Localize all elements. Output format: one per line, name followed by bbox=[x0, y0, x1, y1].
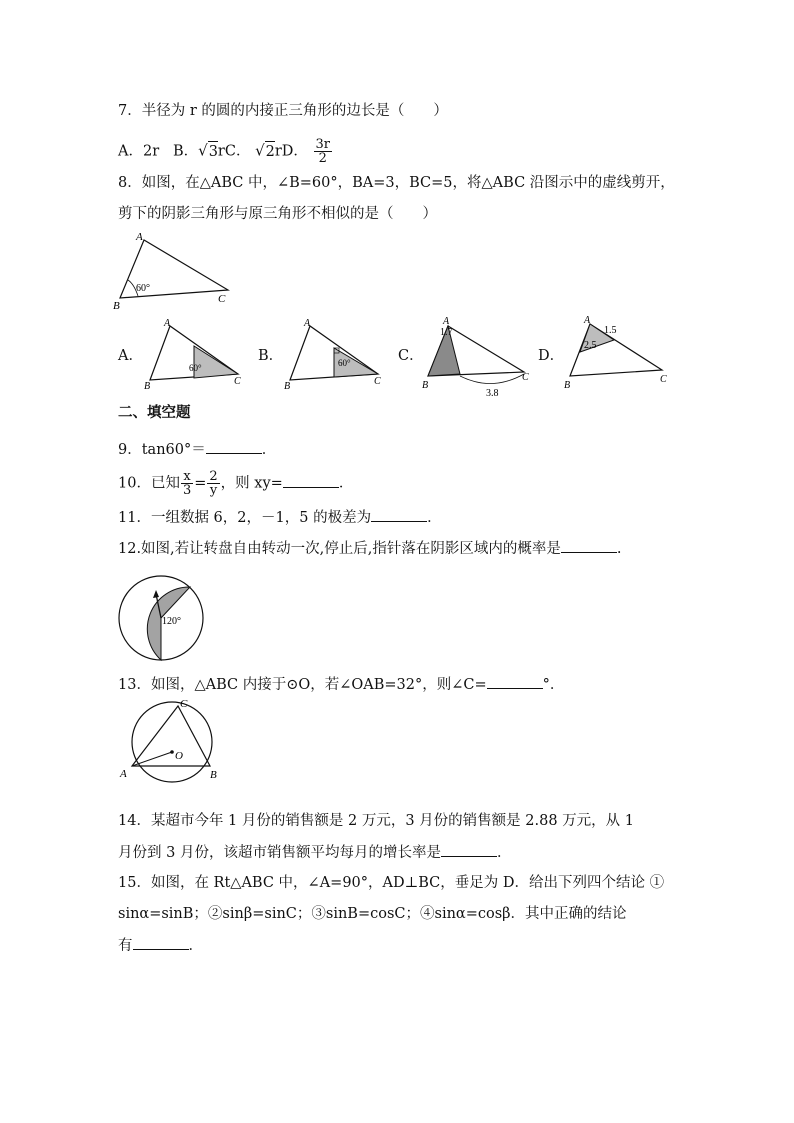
vertex-a-label: A bbox=[304, 318, 311, 329]
sqrt-symbol: √ bbox=[255, 141, 265, 160]
fraction-numerator: 3r bbox=[315, 137, 331, 152]
question-15-end: ． bbox=[188, 938, 203, 954]
option-b-c-label: rC． bbox=[217, 143, 251, 160]
fraction-denominator: y bbox=[209, 483, 218, 498]
option-d-fraction bbox=[314, 138, 333, 165]
answer-blank[interactable] bbox=[487, 674, 543, 689]
vertex-b-label: B bbox=[144, 381, 151, 390]
sqrt-symbol: √ bbox=[198, 141, 208, 160]
question-10-prefix: 10．已知 bbox=[118, 475, 180, 492]
shaded-triangle bbox=[194, 346, 238, 378]
vertex-c-label: C bbox=[522, 372, 529, 383]
vertex-c-label: C bbox=[234, 376, 241, 387]
fraction-numerator: 2 bbox=[209, 469, 218, 484]
center-o-label: O bbox=[175, 750, 183, 762]
q8-option-d-figure bbox=[562, 314, 682, 394]
center-point bbox=[170, 750, 174, 754]
question-10 bbox=[118, 470, 353, 497]
question-13-end: °． bbox=[542, 677, 565, 693]
answer-blank[interactable] bbox=[441, 842, 497, 857]
vertex-b-label: B bbox=[284, 381, 291, 390]
question-9-text: 9．tan60°＝ bbox=[118, 442, 206, 458]
q8-option-a-label: A． bbox=[118, 348, 143, 364]
angle-60-label: 60° bbox=[136, 283, 150, 294]
q8-option-d-label: D． bbox=[538, 348, 565, 364]
fraction-2-over-y bbox=[207, 470, 219, 497]
option-a: A．2r bbox=[118, 143, 160, 160]
question-15-line-2: sinα=sinB；②sinβ=sinC；③sinB=cosC；④sinα=cosβ．其中正确的结论 bbox=[118, 906, 627, 922]
question-11 bbox=[118, 507, 442, 528]
option-c-d-label: rD． bbox=[274, 143, 308, 160]
answer-blank[interactable] bbox=[206, 439, 262, 454]
question-7-options bbox=[118, 138, 333, 165]
question-10-end: ． bbox=[338, 475, 354, 492]
answer-blank[interactable] bbox=[561, 538, 617, 553]
triangle-abc bbox=[132, 706, 210, 766]
question-12-text: 12.如图,若让转盘自由转动一次,停止后,指针落在阴影区域内的概率是 bbox=[118, 541, 561, 557]
question-11-text: 11．一组数据 6，2，－1，5 的极差为 bbox=[118, 510, 372, 526]
q8-option-c-figure bbox=[420, 314, 540, 400]
vertex-a-label: A bbox=[584, 315, 591, 326]
spinner-figure bbox=[116, 572, 208, 664]
fraction-numerator: x bbox=[181, 470, 193, 484]
question-15-text: 有 bbox=[118, 938, 133, 954]
question-11-end: ． bbox=[427, 510, 442, 526]
q8-option-c-label: C． bbox=[398, 348, 424, 364]
option-b-radicand: 3 bbox=[208, 141, 218, 162]
length-1-7-label: 1.7 bbox=[440, 327, 453, 338]
angle-60-label: 60° bbox=[338, 358, 351, 368]
question-14-text: 月份到 3 月份，该超市销售额平均每月的增长率是 bbox=[118, 845, 441, 861]
length-3-8-label: 3.8 bbox=[486, 388, 499, 399]
vertex-a-label: A bbox=[120, 768, 127, 780]
question-14-line-2 bbox=[118, 842, 511, 863]
length-2-5-label: 2.5 bbox=[584, 340, 597, 351]
equals-sign: = bbox=[194, 475, 207, 492]
option-b-label: B． bbox=[172, 143, 199, 160]
question-9-end: ． bbox=[261, 442, 277, 458]
answer-blank[interactable] bbox=[283, 473, 339, 488]
question-15-line-1: 15．如图，在 Rt△ABC 中，∠A=90°，AD⊥BC，垂足为 D．给出下列四个结论 ① bbox=[118, 875, 665, 891]
length-1-5-label: 1.5 bbox=[604, 325, 617, 336]
q8-option-b-label: B． bbox=[258, 348, 284, 364]
inscribed-triangle-figure bbox=[116, 698, 226, 784]
question-7-stem: 7．半径为 r 的圆的内接正三角形的边长是（ ） bbox=[118, 103, 448, 119]
question-13 bbox=[118, 674, 564, 695]
vertex-b-label: B bbox=[210, 769, 217, 781]
vertex-c-label: C bbox=[180, 698, 188, 710]
vertex-c-label: C bbox=[660, 374, 667, 385]
dimension-arc bbox=[460, 374, 524, 384]
vertex-a-label: A bbox=[136, 232, 143, 243]
question-14-end: ． bbox=[496, 845, 512, 861]
answer-blank[interactable] bbox=[133, 935, 189, 950]
vertex-b-label: B bbox=[113, 300, 120, 312]
question-12-end: . bbox=[616, 541, 622, 557]
fraction-x-over-3 bbox=[181, 470, 193, 497]
question-14-line-1: 14．某超市今年 1 月份的销售额是 2 万元，3 月份的销售额是 2.88 万元，从 1 bbox=[118, 813, 635, 829]
vertex-b-label: B bbox=[422, 380, 429, 391]
option-c-radicand: 2 bbox=[265, 141, 275, 162]
q8-main-triangle-figure bbox=[112, 232, 242, 312]
question-15-line-3 bbox=[118, 935, 203, 956]
question-8-line-2: 剪下的阴影三角形与原三角形不相似的是（ ） bbox=[118, 206, 437, 222]
fraction-denominator: 2 bbox=[318, 151, 327, 166]
question-10-middle: ，则 xy= bbox=[220, 475, 283, 492]
vertex-c-label: C bbox=[374, 376, 381, 387]
section-2-title: 二、填空题 bbox=[118, 405, 191, 421]
sector-angle-label: 120° bbox=[162, 616, 181, 627]
q8-option-b-figure bbox=[282, 318, 392, 390]
fraction-denominator: 3 bbox=[182, 483, 192, 498]
vertex-c-label: C bbox=[218, 293, 226, 305]
vertex-a-label: A bbox=[164, 318, 171, 329]
q8-option-a-figure bbox=[142, 318, 252, 390]
question-8-line-1: 8．如图，在△ABC 中，∠B=60°，BA=3，BC=5，将△ABC 沿图示中的虚线剪开， bbox=[118, 175, 675, 191]
question-9 bbox=[118, 439, 276, 460]
question-13-text: 13．如图，△ABC 内接于⊙O，若∠OAB=32°，则∠C= bbox=[118, 677, 487, 693]
vertex-b-label: B bbox=[564, 380, 571, 391]
question-12 bbox=[118, 538, 622, 559]
angle-60-label: 60° bbox=[189, 363, 202, 373]
vertex-a-label: A bbox=[443, 316, 450, 327]
answer-blank[interactable] bbox=[371, 507, 427, 522]
